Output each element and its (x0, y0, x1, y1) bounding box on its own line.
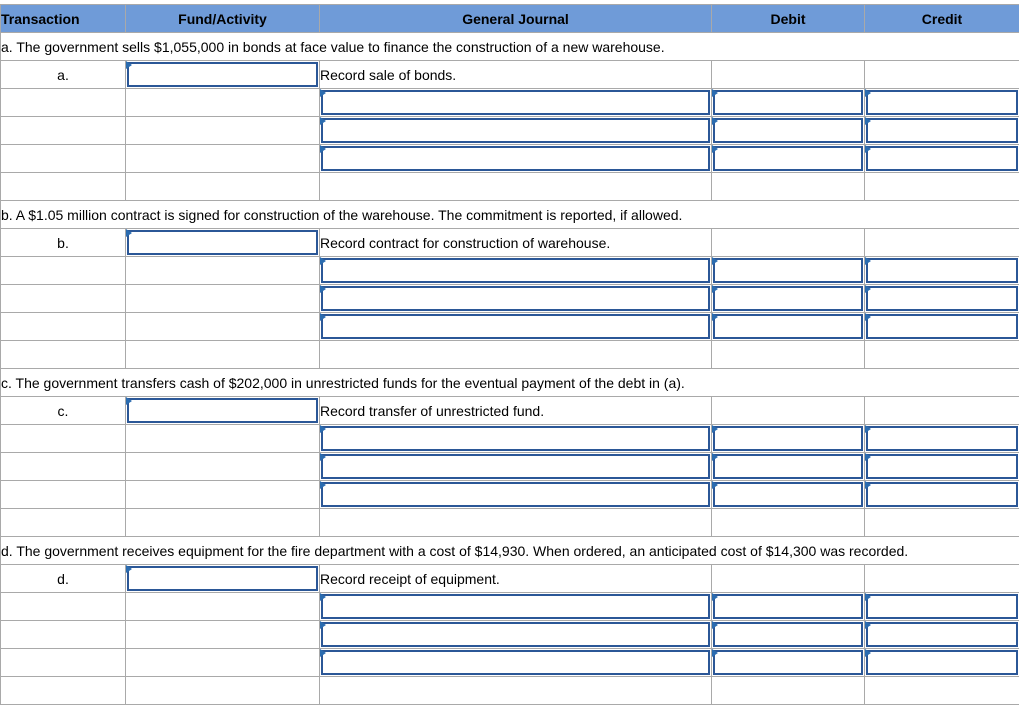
description-row-b (1, 201, 1020, 229)
transaction-description-d: d. The government receives equipment for the fire department with a cost of $14,930. When ordered, an anticipated cost of $14,300 was recorded. (1, 537, 1020, 565)
account-dropdown[interactable] (321, 118, 710, 143)
account-cell (320, 453, 712, 481)
input-marker-icon (865, 285, 871, 293)
debit-input[interactable] (713, 286, 863, 311)
entry-row (1, 117, 1020, 145)
header-credit: Credit (865, 5, 1020, 33)
debit-cell (712, 593, 865, 621)
empty-debit-cell (712, 397, 865, 425)
empty-cell (1, 173, 126, 201)
empty-cell (1, 677, 126, 705)
empty-transaction-cell (1, 285, 126, 313)
input-marker-icon (712, 313, 718, 321)
input-marker-icon (865, 117, 871, 125)
empty-cell (126, 677, 320, 705)
input-marker-icon (865, 425, 871, 433)
debit-input[interactable] (713, 258, 863, 283)
journal-note-b: Record contract for construction of warehouse. (320, 229, 712, 257)
fund-activity-cell-c (126, 397, 320, 425)
input-marker-icon (712, 145, 718, 153)
entry-row (1, 89, 1020, 117)
empty-cell (712, 677, 865, 705)
dropdown-marker-icon (126, 397, 132, 405)
empty-fund-cell (126, 89, 320, 117)
debit-input[interactable] (713, 650, 863, 675)
dropdown-marker-icon (320, 593, 326, 601)
transaction-description-c: c. The government transfers cash of $202,000 in unrestricted funds for the eventual payment of the debt in (a). (1, 369, 1020, 397)
label-row-b (1, 229, 1020, 257)
credit-input[interactable] (866, 258, 1018, 283)
dropdown-marker-icon (320, 481, 326, 489)
description-row-d (1, 537, 1020, 565)
entry-row (1, 313, 1020, 341)
credit-cell (865, 257, 1020, 285)
debit-cell (712, 621, 865, 649)
input-marker-icon (865, 145, 871, 153)
credit-input[interactable] (866, 314, 1018, 339)
account-cell (320, 593, 712, 621)
journal-table (0, 4, 1019, 705)
empty-transaction-cell (1, 621, 126, 649)
credit-cell (865, 145, 1020, 173)
debit-input[interactable] (713, 454, 863, 479)
empty-fund-cell (126, 649, 320, 677)
account-cell (320, 313, 712, 341)
empty-credit-cell (865, 565, 1020, 593)
credit-cell (865, 621, 1020, 649)
credit-cell (865, 593, 1020, 621)
account-cell (320, 425, 712, 453)
transaction-label-d: d. (1, 565, 126, 593)
input-marker-icon (865, 453, 871, 461)
empty-fund-cell (126, 145, 320, 173)
dropdown-marker-icon (320, 453, 326, 461)
fund-activity-dropdown-c[interactable] (127, 398, 318, 423)
empty-credit-cell (865, 61, 1020, 89)
transaction-label-a: a. (1, 61, 126, 89)
input-marker-icon (865, 89, 871, 97)
empty-transaction-cell (1, 481, 126, 509)
empty-cell (712, 341, 865, 369)
input-marker-icon (865, 313, 871, 321)
fund-activity-dropdown-d[interactable] (127, 566, 318, 591)
empty-fund-cell (126, 481, 320, 509)
empty-cell (320, 173, 712, 201)
input-marker-icon (712, 257, 718, 265)
account-dropdown[interactable] (321, 454, 710, 479)
account-cell (320, 621, 712, 649)
account-dropdown[interactable] (321, 594, 710, 619)
input-marker-icon (865, 481, 871, 489)
header-general-journal: General Journal (320, 5, 712, 33)
description-row-a (1, 33, 1020, 61)
credit-cell (865, 649, 1020, 677)
dropdown-marker-icon (126, 565, 132, 573)
empty-cell (320, 509, 712, 537)
empty-cell (1, 509, 126, 537)
entry-row (1, 649, 1020, 677)
input-marker-icon (865, 621, 871, 629)
credit-input[interactable] (866, 90, 1018, 115)
entry-row (1, 481, 1020, 509)
credit-input[interactable] (866, 146, 1018, 171)
credit-cell (865, 313, 1020, 341)
credit-input[interactable] (866, 622, 1018, 647)
empty-fund-cell (126, 425, 320, 453)
empty-cell (320, 341, 712, 369)
debit-input[interactable] (713, 622, 863, 647)
empty-fund-cell (126, 257, 320, 285)
empty-cell (865, 341, 1020, 369)
debit-input[interactable] (713, 594, 863, 619)
input-marker-icon (712, 593, 718, 601)
dropdown-marker-icon (320, 257, 326, 265)
input-marker-icon (712, 117, 718, 125)
debit-input[interactable] (713, 118, 863, 143)
empty-fund-cell (126, 593, 320, 621)
credit-input[interactable] (866, 286, 1018, 311)
spacer-row (1, 341, 1020, 369)
debit-cell (712, 257, 865, 285)
account-cell (320, 89, 712, 117)
empty-fund-cell (126, 285, 320, 313)
empty-cell (126, 341, 320, 369)
account-cell (320, 481, 712, 509)
input-marker-icon (865, 257, 871, 265)
debit-input[interactable] (713, 426, 863, 451)
description-row-c (1, 369, 1020, 397)
empty-debit-cell (712, 229, 865, 257)
input-marker-icon (712, 649, 718, 657)
debit-cell (712, 453, 865, 481)
input-marker-icon (712, 285, 718, 293)
empty-transaction-cell (1, 145, 126, 173)
credit-cell (865, 481, 1020, 509)
empty-cell (865, 509, 1020, 537)
entry-row (1, 621, 1020, 649)
transaction-description-b: b. A $1.05 million contract is signed for construction of the warehouse. The commitment is reported, if allowed. (1, 201, 1020, 229)
fund-activity-cell-a (126, 61, 320, 89)
journal-note-d: Record receipt of equipment. (320, 565, 712, 593)
dropdown-marker-icon (320, 285, 326, 293)
empty-debit-cell (712, 565, 865, 593)
empty-transaction-cell (1, 89, 126, 117)
debit-cell (712, 313, 865, 341)
fund-activity-dropdown-a[interactable] (127, 62, 318, 87)
empty-cell (1, 341, 126, 369)
empty-transaction-cell (1, 649, 126, 677)
dropdown-marker-icon (320, 313, 326, 321)
dropdown-marker-icon (320, 621, 326, 629)
empty-cell (712, 173, 865, 201)
dropdown-marker-icon (320, 649, 326, 657)
label-row-d (1, 565, 1020, 593)
dropdown-marker-icon (126, 61, 132, 69)
empty-debit-cell (712, 61, 865, 89)
empty-fund-cell (126, 117, 320, 145)
account-dropdown[interactable] (321, 314, 710, 339)
label-row-a (1, 61, 1020, 89)
account-dropdown[interactable] (321, 482, 710, 507)
credit-input[interactable] (866, 650, 1018, 675)
fund-activity-cell-b (126, 229, 320, 257)
input-marker-icon (712, 481, 718, 489)
debit-cell (712, 425, 865, 453)
header-fund-activity: Fund/Activity (126, 5, 320, 33)
label-row-c (1, 397, 1020, 425)
empty-transaction-cell (1, 593, 126, 621)
account-cell (320, 257, 712, 285)
credit-cell (865, 285, 1020, 313)
entry-row (1, 257, 1020, 285)
spacer-row (1, 677, 1020, 705)
empty-transaction-cell (1, 117, 126, 145)
credit-input[interactable] (866, 454, 1018, 479)
debit-cell (712, 145, 865, 173)
dropdown-marker-icon (320, 425, 326, 433)
input-marker-icon (712, 425, 718, 433)
entry-row (1, 453, 1020, 481)
credit-input[interactable] (866, 118, 1018, 143)
credit-cell (865, 117, 1020, 145)
header-debit: Debit (712, 5, 865, 33)
input-marker-icon (712, 453, 718, 461)
fund-activity-cell-d (126, 565, 320, 593)
debit-cell (712, 285, 865, 313)
debit-cell (712, 649, 865, 677)
empty-transaction-cell (1, 425, 126, 453)
empty-transaction-cell (1, 313, 126, 341)
account-dropdown[interactable] (321, 622, 710, 647)
fund-activity-dropdown-b[interactable] (127, 230, 318, 255)
journal-note-a: Record sale of bonds. (320, 61, 712, 89)
empty-transaction-cell (1, 453, 126, 481)
transaction-label-c: c. (1, 397, 126, 425)
entry-row (1, 425, 1020, 453)
account-cell (320, 145, 712, 173)
entry-row (1, 145, 1020, 173)
account-cell (320, 285, 712, 313)
empty-cell (126, 173, 320, 201)
credit-cell (865, 453, 1020, 481)
header-row (1, 5, 1020, 33)
account-cell (320, 649, 712, 677)
debit-input[interactable] (713, 146, 863, 171)
empty-cell (865, 173, 1020, 201)
transaction-label-b: b. (1, 229, 126, 257)
transaction-description-a: a. The government sells $1,055,000 in bonds at face value to finance the construction of a new warehouse. (1, 33, 1020, 61)
input-marker-icon (865, 649, 871, 657)
credit-cell (865, 425, 1020, 453)
dropdown-marker-icon (320, 89, 326, 97)
dropdown-marker-icon (126, 229, 132, 237)
empty-cell (712, 509, 865, 537)
empty-credit-cell (865, 229, 1020, 257)
empty-fund-cell (126, 453, 320, 481)
account-dropdown[interactable] (321, 146, 710, 171)
debit-input[interactable] (713, 482, 863, 507)
empty-transaction-cell (1, 257, 126, 285)
account-dropdown[interactable] (321, 90, 710, 115)
dropdown-marker-icon (320, 117, 326, 125)
input-marker-icon (712, 89, 718, 97)
input-marker-icon (712, 621, 718, 629)
account-cell (320, 117, 712, 145)
debit-cell (712, 481, 865, 509)
empty-credit-cell (865, 397, 1020, 425)
empty-fund-cell (126, 621, 320, 649)
debit-input[interactable] (713, 314, 863, 339)
credit-cell (865, 89, 1020, 117)
entry-row (1, 593, 1020, 621)
empty-cell (320, 677, 712, 705)
account-dropdown[interactable] (321, 426, 710, 451)
entry-row (1, 285, 1020, 313)
spacer-row (1, 173, 1020, 201)
empty-fund-cell (126, 313, 320, 341)
empty-cell (865, 677, 1020, 705)
account-dropdown[interactable] (321, 286, 710, 311)
account-dropdown[interactable] (321, 650, 710, 675)
journal-note-c: Record transfer of unrestricted fund. (320, 397, 712, 425)
header-transaction: Transaction (1, 5, 126, 33)
credit-input[interactable] (866, 482, 1018, 507)
account-dropdown[interactable] (321, 258, 710, 283)
input-marker-icon (865, 593, 871, 601)
credit-input[interactable] (866, 594, 1018, 619)
credit-input[interactable] (866, 426, 1018, 451)
dropdown-marker-icon (320, 145, 326, 153)
debit-input[interactable] (713, 90, 863, 115)
empty-cell (126, 509, 320, 537)
debit-cell (712, 117, 865, 145)
spacer-row (1, 509, 1020, 537)
debit-cell (712, 89, 865, 117)
